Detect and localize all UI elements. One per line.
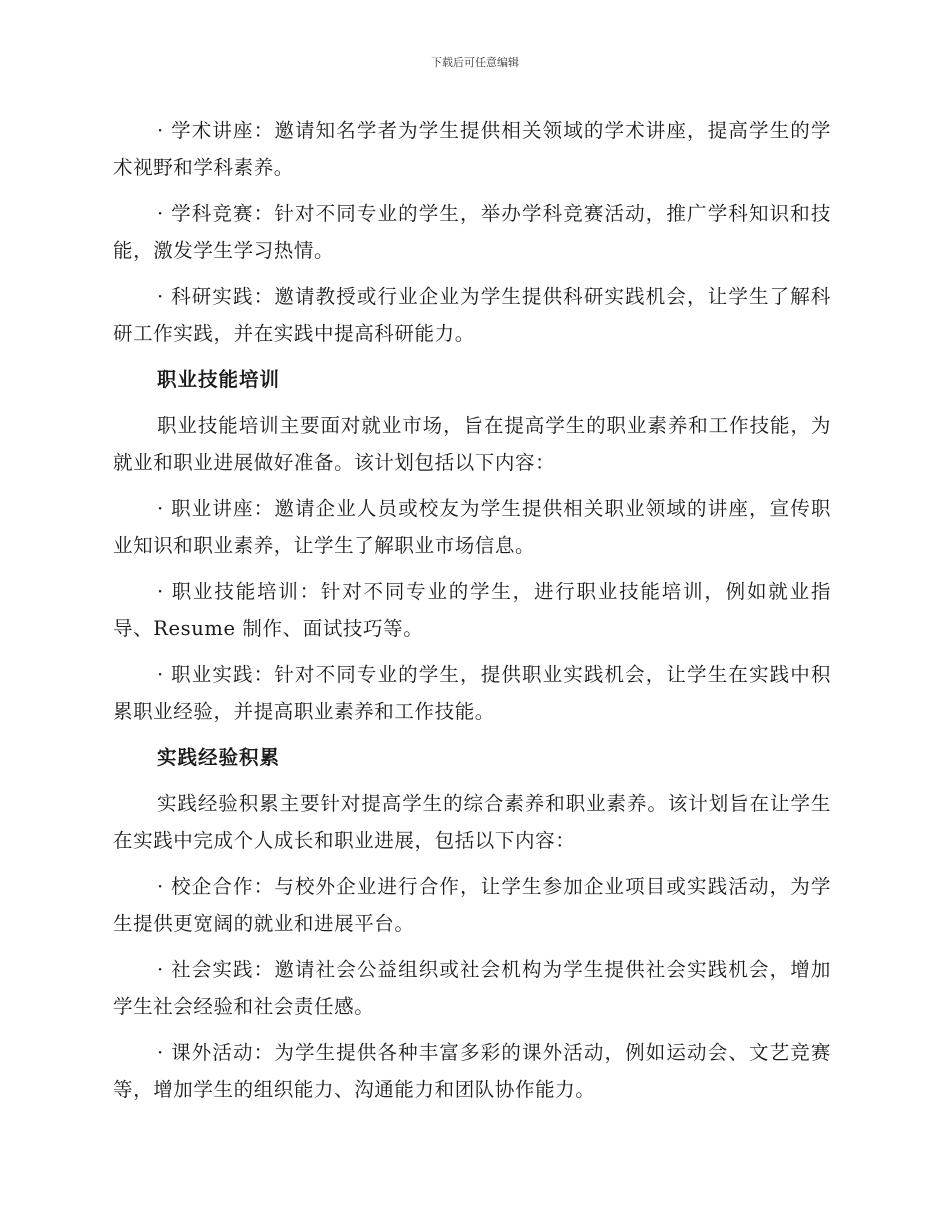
intro-paragraph: 职业技能培训主要面对就业市场，旨在提高学生的职业素养和工作技能，为就业和职业进展做好准备。该计划包括以下内容： bbox=[113, 414, 831, 474]
bullet-paragraph: · 课外活动：为学生提供各种丰富多彩的课外活动，例如运动会、文艺竞赛等，增加学生的组织能力、沟通能力和团队协作能力。 bbox=[113, 1041, 831, 1101]
document-body bbox=[113, 112, 831, 1108]
intro-paragraph: 实践经验积累主要针对提高学生的综合素养和职业素养。该计划旨在让学生在实践中完成个人成长和职业进展，包括以下内容： bbox=[113, 792, 831, 852]
bullet-paragraph: · 校企合作：与校外企业进行合作，让学生参加企业项目或实践活动，为学生提供更宽阔的就业和进展平台。 bbox=[113, 875, 831, 935]
section-heading: 职业技能培训 bbox=[157, 368, 281, 391]
section-heading: 实践经验积累 bbox=[157, 746, 281, 769]
bullet-paragraph: · 学术讲座：邀请知名学者为学生提供相关领域的学术讲座，提高学生的学术视野和学科素养。 bbox=[113, 119, 831, 179]
page-header-note: 下载后可任意编辑 bbox=[431, 56, 519, 69]
bullet-paragraph: · 职业技能培训：针对不同专业的学生，进行职业技能培训，例如就业指导、Resume 制作、面试技巧等。 bbox=[113, 580, 831, 640]
bullet-paragraph: · 社会实践：邀请社会公益组织或社会机构为学生提供社会实践机会，增加学生社会经验和社会责任感。 bbox=[113, 958, 831, 1018]
bullet-paragraph: · 科研实践：邀请教授或行业企业为学生提供科研实践机会，让学生了解科研工作实践，并在实践中提高科研能力。 bbox=[113, 285, 831, 345]
bullet-paragraph: · 学科竞赛：针对不同专业的学生，举办学科竞赛活动，推广学科知识和技能，激发学生学习热情。 bbox=[113, 202, 831, 262]
bullet-paragraph: · 职业讲座：邀请企业人员或校友为学生提供相关职业领域的讲座，宣传职业知识和职业素养，让学生了解职业市场信息。 bbox=[113, 497, 831, 557]
bullet-paragraph: · 职业实践：针对不同专业的学生，提供职业实践机会，让学生在实践中积累职业经验，并提高职业素养和工作技能。 bbox=[113, 663, 831, 723]
